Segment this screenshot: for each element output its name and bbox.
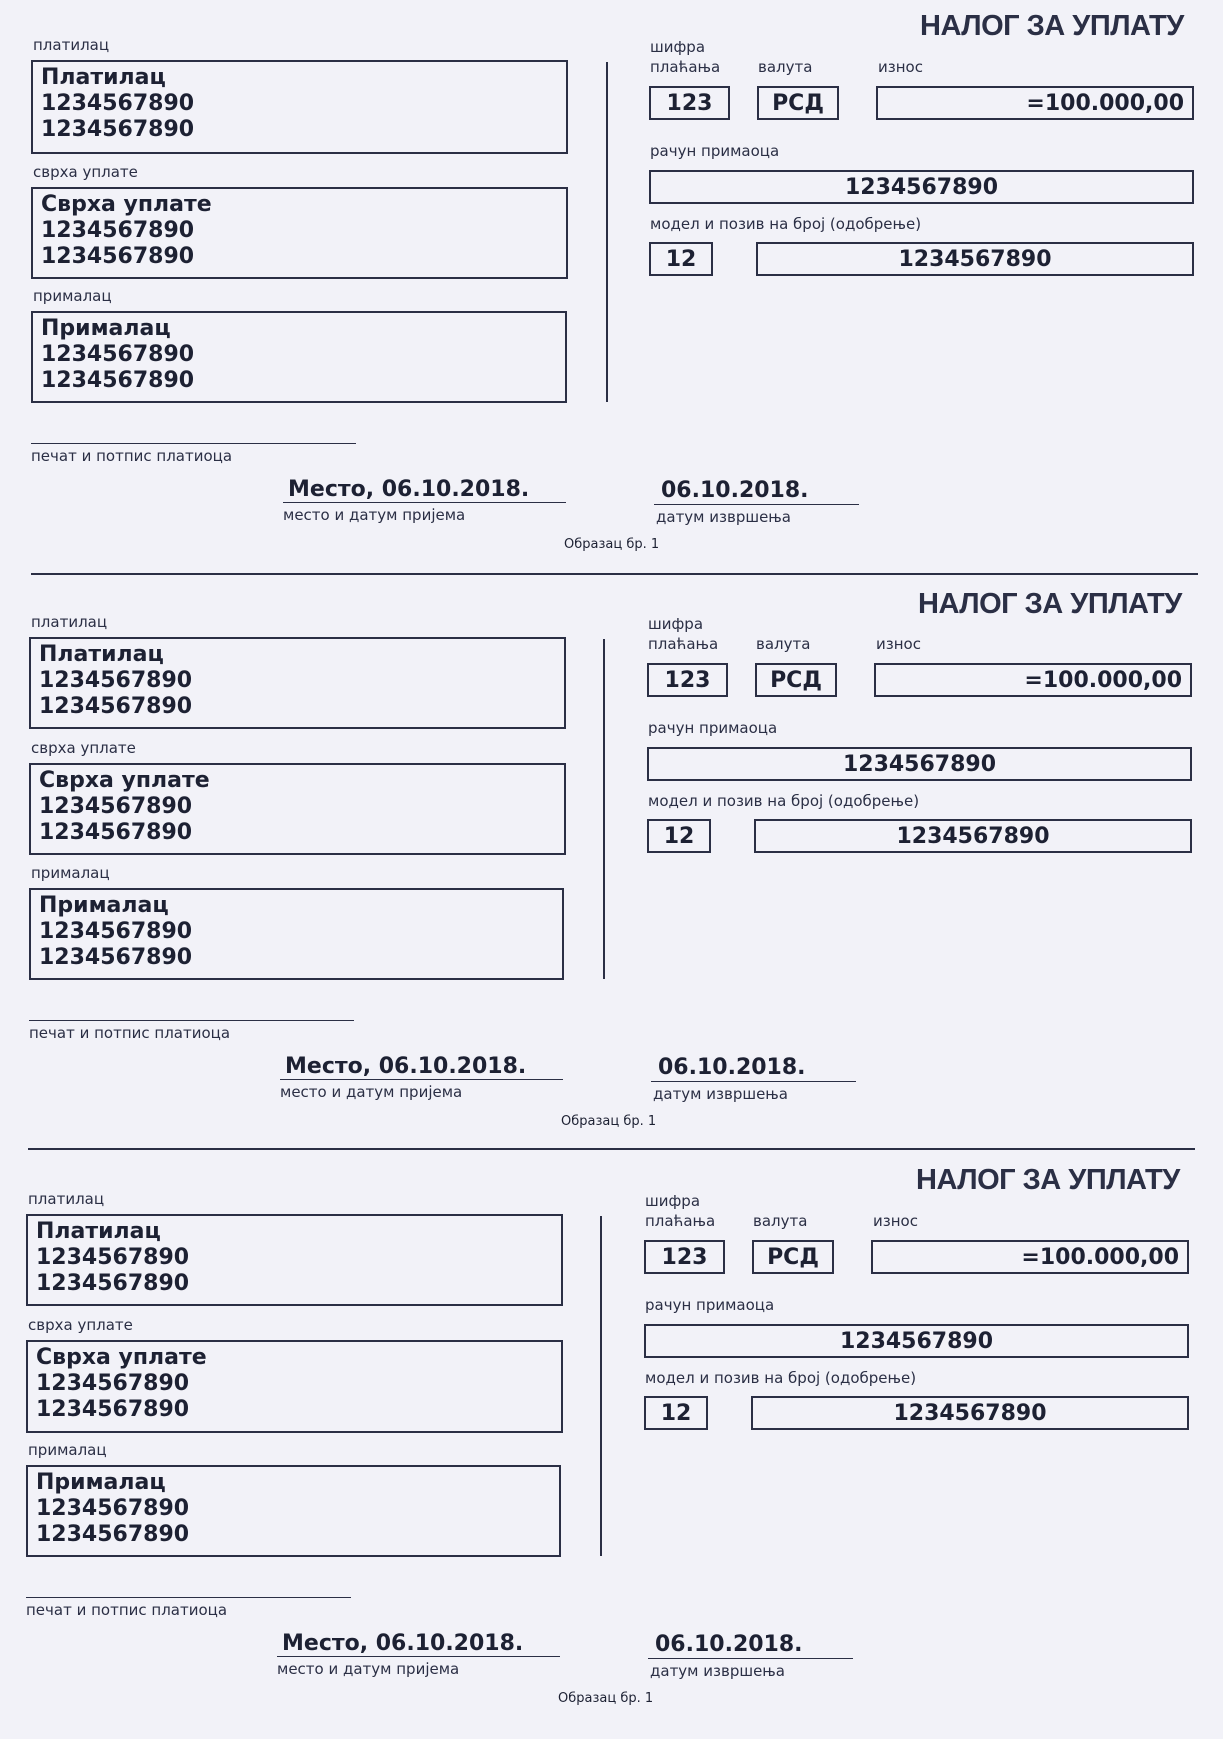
purpose-box[interactable] xyxy=(29,763,566,855)
payer-line: Платилац xyxy=(36,1219,161,1244)
model-field[interactable]: 12 xyxy=(644,1396,708,1430)
recipient-line: 1234567890 xyxy=(41,368,195,393)
place-date-line xyxy=(280,1079,563,1080)
amount-field[interactable]: =100.000,00 xyxy=(876,86,1194,120)
recipient-label: прималац xyxy=(33,287,112,305)
recipient-line: 1234567890 xyxy=(39,919,193,944)
execution-date-value: 06.10.2018. xyxy=(661,478,809,503)
currency-field[interactable]: РСД xyxy=(757,86,839,120)
cut-line xyxy=(31,573,1198,575)
payer-box[interactable] xyxy=(26,1214,563,1306)
payment-code-field[interactable]: 123 xyxy=(644,1240,725,1274)
column-divider xyxy=(603,639,605,979)
payment-slip-2 xyxy=(0,576,1223,1152)
amount-field[interactable]: =100.000,00 xyxy=(874,663,1192,697)
execution-date-value: 06.10.2018. xyxy=(658,1055,806,1080)
signature-label: печат и потпис платиоца xyxy=(31,447,233,465)
column-divider xyxy=(606,62,608,402)
payer-line: 1234567890 xyxy=(36,1271,190,1296)
signature-line xyxy=(26,1597,351,1598)
execution-date-line xyxy=(651,1081,856,1082)
recipient-line: 1234567890 xyxy=(39,945,193,970)
signature-line xyxy=(29,1020,354,1021)
recipient-line: Прималац xyxy=(39,893,169,918)
place-date-line xyxy=(283,502,566,503)
payer-line: Платилац xyxy=(41,65,166,90)
purpose-line: 1234567890 xyxy=(36,1397,190,1422)
currency-label: валута xyxy=(756,635,811,653)
payer-line: 1234567890 xyxy=(41,91,195,116)
place-date-value: Место, 06.10.2018. xyxy=(282,1631,524,1656)
purpose-label: сврха уплате xyxy=(28,1316,133,1334)
model-label: модел и позив на број (одобрење) xyxy=(648,792,920,810)
payment-code-field[interactable]: 123 xyxy=(647,663,728,697)
place-date-label: место и датум пријема xyxy=(280,1083,463,1101)
signature-label: печат и потпис платиоца xyxy=(29,1024,231,1042)
payment-code-label-2: плаћања xyxy=(648,635,719,653)
purpose-box[interactable] xyxy=(26,1340,563,1433)
slip-title: НАЛОГ ЗА УПЛАТУ xyxy=(916,1164,1180,1196)
execution-date-label: датум извршења xyxy=(650,1662,785,1680)
recipient-line: 1234567890 xyxy=(41,342,195,367)
purpose-line: Сврха уплате xyxy=(36,1345,207,1370)
account-field[interactable]: 1234567890 xyxy=(649,170,1194,204)
recipient-label: прималац xyxy=(28,1441,107,1459)
column-divider xyxy=(600,1216,602,1556)
reference-field[interactable]: 1234567890 xyxy=(751,1396,1189,1430)
model-label: модел и позив на број (одобрење) xyxy=(645,1369,917,1387)
recipient-box[interactable] xyxy=(31,311,567,403)
model-label: модел и позив на број (одобрење) xyxy=(650,215,922,233)
payment-slip-1 xyxy=(0,0,1223,576)
purpose-line: 1234567890 xyxy=(39,820,193,845)
payer-line: 1234567890 xyxy=(36,1245,190,1270)
purpose-label: сврха уплате xyxy=(33,163,138,181)
payer-label: платилац xyxy=(33,36,110,54)
payment-code-label-2: плаћања xyxy=(645,1212,716,1230)
payer-box[interactable] xyxy=(31,60,568,154)
currency-label: валута xyxy=(758,58,813,76)
payment-slip-3 xyxy=(0,1152,1223,1728)
place-date-label: место и датум пријема xyxy=(283,506,466,524)
account-label: рачун примаоца xyxy=(650,142,780,160)
recipient-line: 1234567890 xyxy=(36,1522,190,1547)
signature-label: печат и потпис платиоца xyxy=(26,1601,228,1619)
form-number-label: Образац бр. 1 xyxy=(561,1114,657,1129)
amount-field[interactable]: =100.000,00 xyxy=(871,1240,1189,1274)
recipient-line: Прималац xyxy=(41,316,171,341)
payment-code-field[interactable]: 123 xyxy=(649,86,730,120)
currency-label: валута xyxy=(753,1212,808,1230)
currency-field[interactable]: РСД xyxy=(755,663,837,697)
payer-label: платилац xyxy=(31,613,108,631)
payer-line: 1234567890 xyxy=(39,694,193,719)
payer-label: платилац xyxy=(28,1190,105,1208)
execution-date-value: 06.10.2018. xyxy=(655,1632,803,1657)
reference-field[interactable]: 1234567890 xyxy=(756,242,1194,276)
purpose-line: 1234567890 xyxy=(41,244,195,269)
place-date-value: Место, 06.10.2018. xyxy=(285,1054,527,1079)
amount-label: износ xyxy=(878,58,923,76)
slip-title: НАЛОГ ЗА УПЛАТУ xyxy=(918,588,1182,620)
purpose-box[interactable] xyxy=(31,187,568,279)
place-date-label: место и датум пријема xyxy=(277,1660,460,1678)
recipient-box[interactable] xyxy=(26,1465,561,1557)
model-field[interactable]: 12 xyxy=(649,242,713,276)
currency-field[interactable]: РСД xyxy=(752,1240,834,1274)
payer-box[interactable] xyxy=(29,637,566,729)
execution-date-label: датум извршења xyxy=(656,508,791,526)
payment-code-label: шифра xyxy=(650,38,706,56)
place-date-value: Место, 06.10.2018. xyxy=(288,477,530,502)
payment-code-label: шифра xyxy=(648,615,704,633)
payer-line: 1234567890 xyxy=(39,668,193,693)
payer-line: 1234567890 xyxy=(41,117,195,142)
execution-date-line xyxy=(648,1658,853,1659)
payer-line: Платилац xyxy=(39,642,164,667)
purpose-line: 1234567890 xyxy=(41,218,195,243)
place-date-line xyxy=(277,1656,560,1657)
amount-label: износ xyxy=(873,1212,918,1230)
slip-title: НАЛОГ ЗА УПЛАТУ xyxy=(920,10,1184,42)
recipient-label: прималац xyxy=(31,864,110,882)
purpose-line: 1234567890 xyxy=(36,1371,190,1396)
recipient-box[interactable] xyxy=(29,888,564,980)
reference-field[interactable]: 1234567890 xyxy=(754,819,1192,853)
execution-date-label: датум извршења xyxy=(653,1085,788,1103)
purpose-label: сврха уплате xyxy=(31,739,136,757)
payment-code-label-2: плаћања xyxy=(650,58,721,76)
form-number-label: Образац бр. 1 xyxy=(564,537,660,552)
account-field[interactable]: 1234567890 xyxy=(647,747,1192,781)
form-number-label: Образац бр. 1 xyxy=(558,1691,654,1706)
purpose-line: Сврха уплате xyxy=(41,192,212,217)
payment-code-label: шифра xyxy=(645,1192,701,1210)
purpose-line: Сврха уплате xyxy=(39,768,210,793)
recipient-line: 1234567890 xyxy=(36,1496,190,1521)
cut-line xyxy=(28,1148,1195,1150)
account-label: рачун примаоца xyxy=(648,719,778,737)
execution-date-line xyxy=(654,504,859,505)
signature-line xyxy=(31,443,356,444)
model-field[interactable]: 12 xyxy=(647,819,711,853)
amount-label: износ xyxy=(876,635,921,653)
account-label: рачун примаоца xyxy=(645,1296,775,1314)
account-field[interactable]: 1234567890 xyxy=(644,1324,1189,1358)
recipient-line: Прималац xyxy=(36,1470,166,1495)
purpose-line: 1234567890 xyxy=(39,794,193,819)
